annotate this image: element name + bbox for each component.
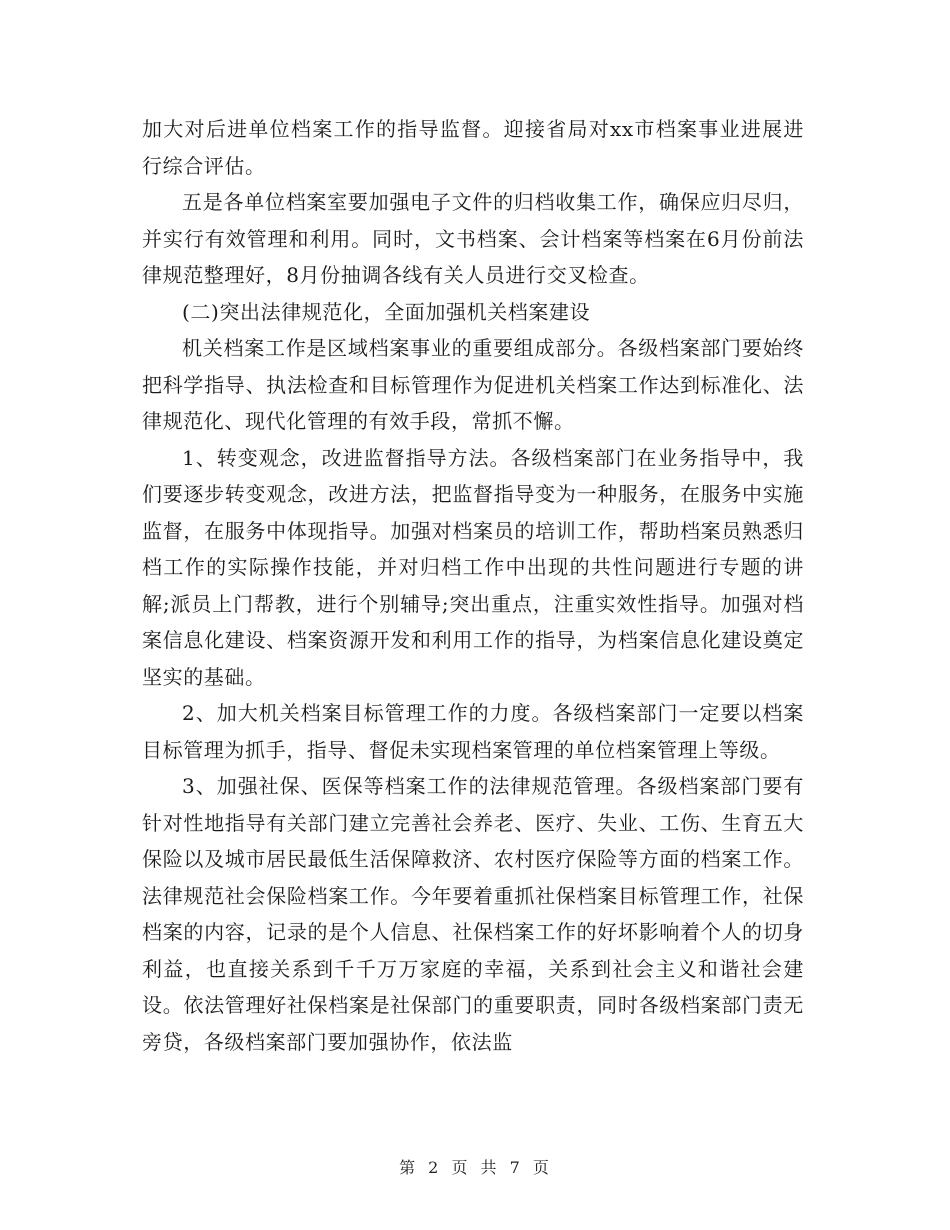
section-heading: (二)突出法律规范化，全面加强机关档案建设	[182, 299, 591, 324]
page-number-footer: 第 2 页 共 7 页	[399, 1158, 551, 1177]
document-body	[142, 111, 804, 1060]
paragraph-point-1: 1、转变观念，改进监督指导方法。各级档案部门在业务指导中，我们要逐步转变观念，改进方法，把监督指导变为一种服务，在服务中实施监督，在服务中体现指导。加强对档案员的培训工作，帮助档案员熟悉归档工作的实际操作技能，并对归档工作中出现的共性问题进行专题的讲解;派员上门帮教，进行个别辅导;突出重点，注重实效性指导。加强对档案信息化建设、档案资源开发和利用工作的指导，为档案信息化建设奠定坚实的基础。	[142, 445, 804, 689]
paragraph-intro: 机关档案工作是区域档案事业的重要组成部分。各级档案部门要始终把科学指导、执法检查和目标管理作为促进机关档案工作达到标准化、法律规范化、现代化管理的有效手段，常抓不懈。	[142, 336, 804, 433]
paragraph-point-3: 3、加强社保、医保等档案工作的法律规范管理。各级档案部门要有针对性地指导有关部门建立完善社会养老、医疗、失业、工伤、生育五大保险以及城市居民最低生活保障救济、农村医疗保险等方面的档案工作。法律规范社会保险档案工作。今年要着重抓社保档案目标管理工作，社保档案的内容，记录的是个人信息、社保档案工作的好坏影响着个人的切身利益，也直接关系到千千万万家庭的幸福，关系到社会主义和谐社会建设。依法管理好社保档案是社保部门的重要职责，同时各级档案部门责无旁贷，各级档案部门要加强协作，依法监	[142, 774, 804, 1054]
paragraph-item-five: 五是各单位档案室要加强电子文件的归档收集工作，确保应归尽归，并实行有效管理和利用。同时，文书档案、会计档案等档案在6月份前法律规范整理好，8月份抽调各线有关人员进行交叉检查。	[142, 190, 804, 287]
paragraph-point-2: 2、加大机关档案目标管理工作的力度。各级档案部门一定要以档案目标管理为抓手，指导、督促未实现档案管理的单位档案管理上等级。	[142, 701, 804, 762]
paragraph-continuation: 加大对后进单位档案工作的指导监督。迎接省局对xx市档案事业进展进行综合评估。	[142, 117, 804, 178]
